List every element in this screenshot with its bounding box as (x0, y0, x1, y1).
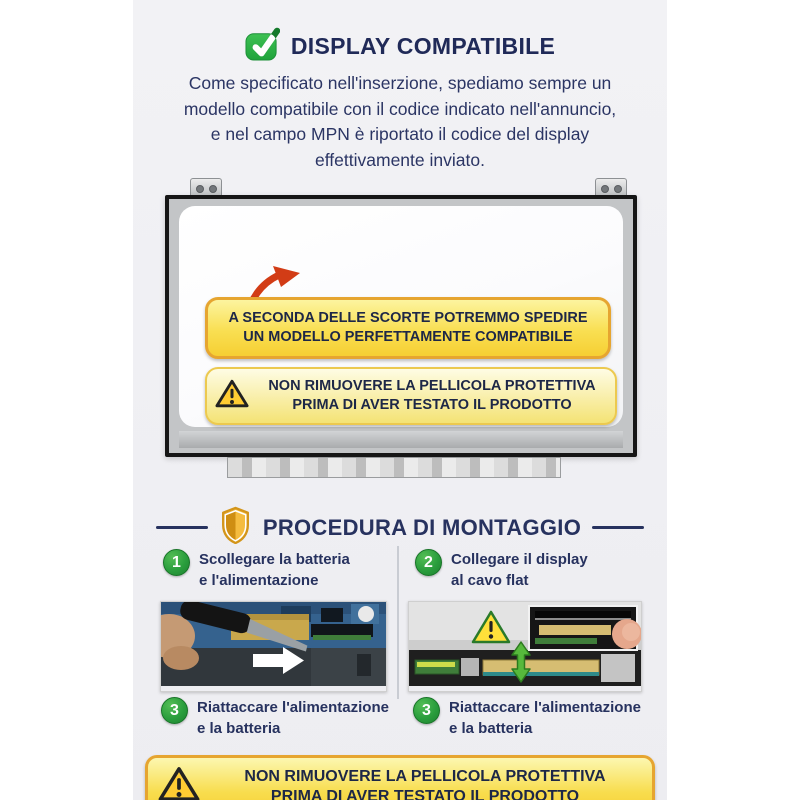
lcd-foil-tape (227, 457, 561, 478)
intro-paragraph (133, 71, 667, 173)
step-1-badge: 1 (163, 549, 190, 576)
step-3-right (413, 697, 641, 739)
stock-note-line: UN MODELLO PERFETTAMENTE COMPATIBILE (243, 329, 573, 345)
step-3-left-badge: 3 (161, 697, 188, 724)
step-3-left-text: Riattaccare l'alimentazione e la batteria (197, 699, 389, 737)
step-1 (163, 549, 350, 591)
lcd-panel-figure (165, 178, 637, 480)
photo-disconnect-battery (160, 601, 387, 692)
step-1-text: Scollegare la batteria e l'alimentazione (199, 551, 350, 589)
page-title: DISPLAY COMPATIBILE (290, 32, 556, 59)
procedure-title: PROCEDURA DI MONTAGGIO (262, 514, 582, 540)
step-2-badge: 2 (415, 549, 442, 576)
footer-warning-text: NON RIMUOVERE LA PELLICOLA PROTETTIVA PRIMA DI AVER TESTATO IL PRODOTTO (244, 767, 606, 800)
procedure-heading (133, 506, 667, 549)
step-2 (415, 549, 588, 591)
header (133, 26, 667, 66)
heading-rule-right (592, 526, 644, 529)
photo-connect-flat-cable (408, 601, 642, 692)
stock-note-box (205, 297, 611, 359)
step-2-text: Collegare il display al cavo flat (451, 551, 588, 589)
footer-warning-banner (145, 755, 655, 800)
warning-triangle-icon (158, 765, 200, 800)
green-check-icon (245, 26, 280, 66)
step-3-right-text: Riattaccare l'alimentazione e la batteria (449, 699, 641, 737)
step-3-right-badge: 3 (413, 697, 440, 724)
stock-note-line: A SECONDA DELLE SCORTE POTREMMO SPEDIRE (228, 310, 588, 326)
shield-icon (219, 506, 252, 549)
step-3-left (161, 697, 389, 739)
column-divider (397, 546, 399, 699)
intro-line: effettivamente inviato. (315, 149, 485, 170)
inset-photo (529, 606, 641, 650)
film-warning-text: NON RIMUOVERE LA PELLICOLA PROTETTIVA PRIMA DI AVER TESTATO IL PRODOTTO (268, 378, 596, 413)
intro-line: modello compatibile con il codice indicato nell'annuncio, (183, 98, 617, 119)
heading-rule-left (156, 526, 208, 529)
warning-triangle-icon (215, 378, 249, 415)
lcd-bottom-metal-strip (179, 431, 623, 448)
intro-line: Come specificato nell'inserzione, spediamo sempre un (188, 73, 612, 93)
film-warning-box (205, 367, 617, 425)
content-column (133, 0, 667, 800)
intro-line: e nel campo MPN è riportato il codice del display (210, 124, 590, 144)
